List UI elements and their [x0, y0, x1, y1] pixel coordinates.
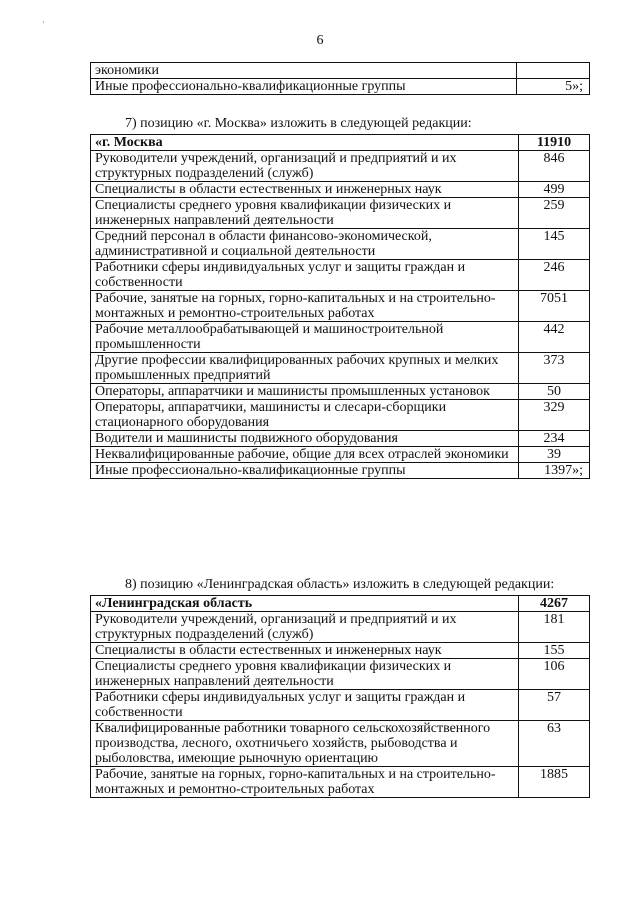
table-row [91, 463, 590, 479]
table-row [91, 353, 590, 384]
table-row [91, 612, 590, 643]
row-value: 259 [519, 198, 590, 229]
table-row [91, 79, 590, 95]
region-name: «Ленинградская область [91, 596, 519, 612]
row-label: экономики [91, 63, 517, 79]
row-value: 234 [519, 431, 590, 447]
row-value: 1397»; [519, 463, 590, 479]
row-value: 329 [519, 400, 590, 431]
table-row [91, 229, 590, 260]
row-label: Руководители учреждений, организаций и предприятий и их структурных подразделений (служб) [91, 612, 519, 643]
row-label: Иные профессионально-квалификационные группы [91, 79, 517, 95]
table-header-row [91, 596, 590, 612]
corner-mark: · [42, 18, 45, 27]
table-row [91, 198, 590, 229]
row-label: Специалисты среднего уровня квалификации физических и инженерных направлений деятельности [91, 659, 519, 690]
row-label: Рабочие металлообрабатывающей и машиностроительной промышленности [91, 322, 519, 353]
row-value: 499 [519, 182, 590, 198]
table-row [91, 384, 590, 400]
region-name: «г. Москва [91, 135, 519, 151]
row-value: 181 [519, 612, 590, 643]
row-label: Рабочие, занятые на горных, горно-капитальных и на строительно-монтажных и ремонтно-строительных работах [91, 291, 519, 322]
row-value: 39 [519, 447, 590, 463]
row-label: Средний персонал в области финансово-экономической, административной и социальной деятельности [91, 229, 519, 260]
row-label: Операторы, аппаратчики, машинисты и слесари-сборщики стационарного оборудования [91, 400, 519, 431]
table-row [91, 291, 590, 322]
row-label: Работники сферы индивидуальных услуг и защиты граждан и собственности [91, 690, 519, 721]
page-number: 6 [316, 33, 324, 48]
table-row [91, 63, 590, 79]
row-label: Рабочие, занятые на горных, горно-капитальных и на строительно-монтажных и ремонтно-строительных работах [91, 767, 519, 798]
row-value: 246 [519, 260, 590, 291]
table-row [91, 643, 590, 659]
leningrad-table [90, 595, 590, 798]
row-label: Руководители учреждений, организаций и предприятий и их структурных подразделений (служб) [91, 151, 519, 182]
table-row [91, 182, 590, 198]
table-row [91, 447, 590, 463]
row-value: 106 [519, 659, 590, 690]
row-value: 1885 [519, 767, 590, 798]
row-label: Специалисты среднего уровня квалификации физических и инженерных направлений деятельности [91, 198, 519, 229]
row-label: Операторы, аппаратчики и машинисты промышленных установок [91, 384, 519, 400]
row-value: 5»; [517, 79, 590, 95]
row-label: Работники сферы индивидуальных услуг и защиты граждан и собственности [91, 260, 519, 291]
row-value: 145 [519, 229, 590, 260]
row-label: Другие профессии квалифицированных рабочих крупных и мелких промышленных предприятий [91, 353, 519, 384]
section-7-caption: 7) позицию «г. Москва» изложить в следующей редакции: [125, 116, 472, 131]
table-row [91, 659, 590, 690]
row-value: 373 [519, 353, 590, 384]
table-row [91, 767, 590, 798]
row-label: Иные профессионально-квалификационные группы [91, 463, 519, 479]
moscow-table [90, 134, 590, 479]
row-value: 155 [519, 643, 590, 659]
row-value: 7051 [519, 291, 590, 322]
table-row [91, 151, 590, 182]
section-8-caption: 8) позицию «Ленинградская область» изложить в следующей редакции: [125, 577, 555, 592]
region-total: 4267 [519, 596, 590, 612]
row-value [517, 63, 590, 79]
table-row [91, 431, 590, 447]
row-value: 846 [519, 151, 590, 182]
row-value: 63 [519, 721, 590, 767]
row-value: 442 [519, 322, 590, 353]
row-label: Специалисты в области естественных и инженерных наук [91, 182, 519, 198]
continuation-table [90, 62, 590, 95]
row-value: 50 [519, 384, 590, 400]
row-label: Специалисты в области естественных и инженерных наук [91, 643, 519, 659]
region-total: 11910 [519, 135, 590, 151]
table-header-row [91, 135, 590, 151]
table-row [91, 322, 590, 353]
table-row [91, 690, 590, 721]
table-row [91, 400, 590, 431]
row-label: Квалифицированные работники товарного сельскохозяйственного производства, лесного, охотничьего хозяйств, рыбоводства и рыболовства, имеющие рыночную ориентацию [91, 721, 519, 767]
row-label: Водители и машинисты подвижного оборудования [91, 431, 519, 447]
table-row [91, 721, 590, 767]
row-value: 57 [519, 690, 590, 721]
row-label: Неквалифицированные рабочие, общие для всех отраслей экономики [91, 447, 519, 463]
table-row [91, 260, 590, 291]
